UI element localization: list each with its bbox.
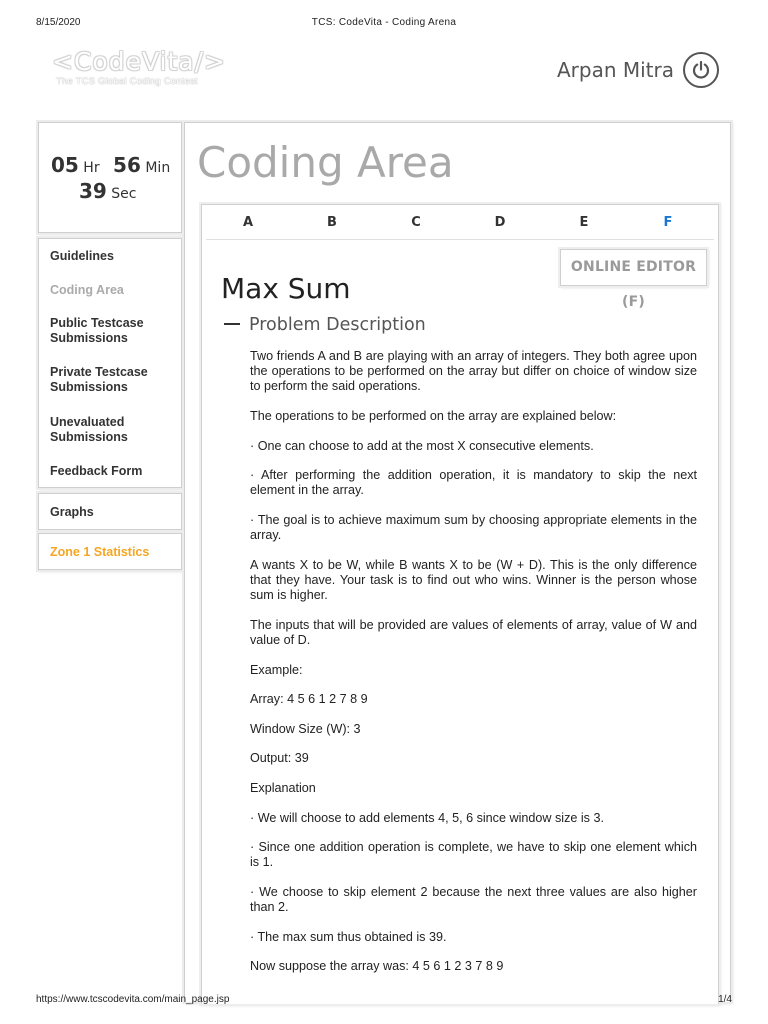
timer-seconds-row — [79, 179, 146, 203]
description-paragraph: · Since one addition operation is complete, we have to skip one element which is 1. — [250, 840, 697, 870]
description-paragraph: · After performing the addition operation, it is mandatory to skip the next element in the array. — [250, 468, 697, 498]
tab-f[interactable]: F — [663, 215, 673, 230]
sidebar-nav — [38, 238, 182, 488]
problem-tabs — [206, 205, 714, 240]
timer-hours-unit: Hr — [83, 160, 100, 176]
print-footer — [36, 994, 732, 1008]
logo-tagline: The TCS Global Coding Contest — [56, 76, 198, 87]
description-paragraph: Window Size (W): 3 — [250, 721, 361, 736]
tab-a[interactable]: A — [242, 215, 254, 230]
codevita-logo — [52, 47, 226, 92]
description-paragraph: Now suppose the array was: 4 5 6 1 2 3 7 8 9 — [250, 959, 504, 974]
description-paragraph: The operations to be performed on the array are explained below: — [250, 409, 617, 423]
description-paragraph: A wants X to be W, while B wants X to be (W + D). This is the only difference that they have. Your task is to find out who wins. Winner is the person whose sum is higher. — [250, 557, 697, 603]
sidebar-item-coding-area[interactable]: Coding Area — [50, 283, 124, 297]
timer-hours-minutes — [51, 153, 179, 177]
timer-minutes: 56 — [113, 153, 141, 177]
sidebar-graphs-box — [38, 493, 182, 530]
print-page-number: 1/4 — [718, 994, 732, 1005]
sidebar-item-unevaluated-submissions[interactable]: Unevaluated Submissions — [50, 415, 128, 444]
description-paragraph: · We will choose to add elements 4, 5, 6 since window size is 3. — [250, 810, 604, 825]
problem-description-heading[interactable]: Problem Description — [249, 315, 426, 335]
countdown-timer — [38, 122, 182, 233]
timer-hours: 05 — [51, 153, 79, 177]
print-header — [36, 17, 732, 31]
sidebar-item-zone-statistics[interactable]: Zone 1 Statistics — [50, 545, 150, 559]
sidebar-item-graphs[interactable]: Graphs — [50, 505, 94, 519]
problem-description — [250, 349, 697, 989]
sidebar-item-public-testcase-submissions[interactable]: Public Testcase Submissions — [50, 316, 144, 345]
collapse-minus-icon[interactable] — [224, 315, 242, 333]
logo-wordmark: <CodeVita/> — [52, 47, 226, 76]
timer-seconds-unit: Sec — [111, 186, 137, 202]
print-url: https://www.tcscodevita.com/main_page.jsp — [36, 994, 230, 1005]
tab-d[interactable]: D — [494, 215, 506, 230]
description-paragraph: The inputs that will be provided are values of elements of array, value of W and value of D. — [250, 617, 697, 647]
description-paragraph: Explanation — [250, 780, 316, 795]
page-title: Coding Area — [197, 138, 454, 187]
description-paragraph: · We choose to skip element 2 because the next three values are also higher than 2. — [250, 884, 697, 915]
sidebar-zone-box — [38, 533, 182, 570]
sidebar-item-feedback-form[interactable]: Feedback Form — [50, 464, 143, 478]
logout-button[interactable] — [683, 52, 719, 88]
online-editor-button[interactable]: ONLINE EDITOR (F) — [560, 249, 707, 286]
sidebar-item-guidelines[interactable]: Guidelines — [50, 249, 114, 263]
main-panel — [184, 122, 731, 1002]
description-paragraph: Two friends A and B are playing with an array of integers. They both agree upon the operations to be performed on the array but differ on choice of window size to perform the said operations. — [250, 349, 697, 394]
timer-seconds: 39 — [79, 179, 107, 203]
problem-card — [201, 204, 719, 1004]
tab-b[interactable]: B — [327, 215, 337, 230]
tab-c[interactable]: C — [411, 215, 421, 230]
timer-minutes-unit: Min — [145, 160, 171, 176]
user-name: Arpan Mitra — [556, 58, 674, 82]
description-paragraph: Array: 4 5 6 1 2 7 8 9 — [250, 692, 368, 707]
description-paragraph: · The max sum thus obtained is 39. — [250, 929, 447, 944]
description-paragraph: · One can choose to add at the most X consecutive elements. — [250, 438, 594, 453]
description-paragraph: Output: 39 — [250, 751, 309, 766]
print-date: 8/15/2020 — [36, 17, 81, 28]
description-paragraph: · The goal is to achieve maximum sum by choosing appropriate elements in the array. — [250, 512, 697, 543]
power-icon — [691, 60, 711, 80]
print-page-title: TCS: CodeVita - Coding Arena — [311, 17, 457, 28]
sidebar-item-private-testcase-submissions[interactable]: Private Testcase Submissions — [50, 365, 148, 394]
description-paragraph: Example: — [250, 662, 303, 677]
tab-e[interactable]: E — [579, 215, 589, 230]
problem-title: Max Sum — [221, 272, 351, 305]
